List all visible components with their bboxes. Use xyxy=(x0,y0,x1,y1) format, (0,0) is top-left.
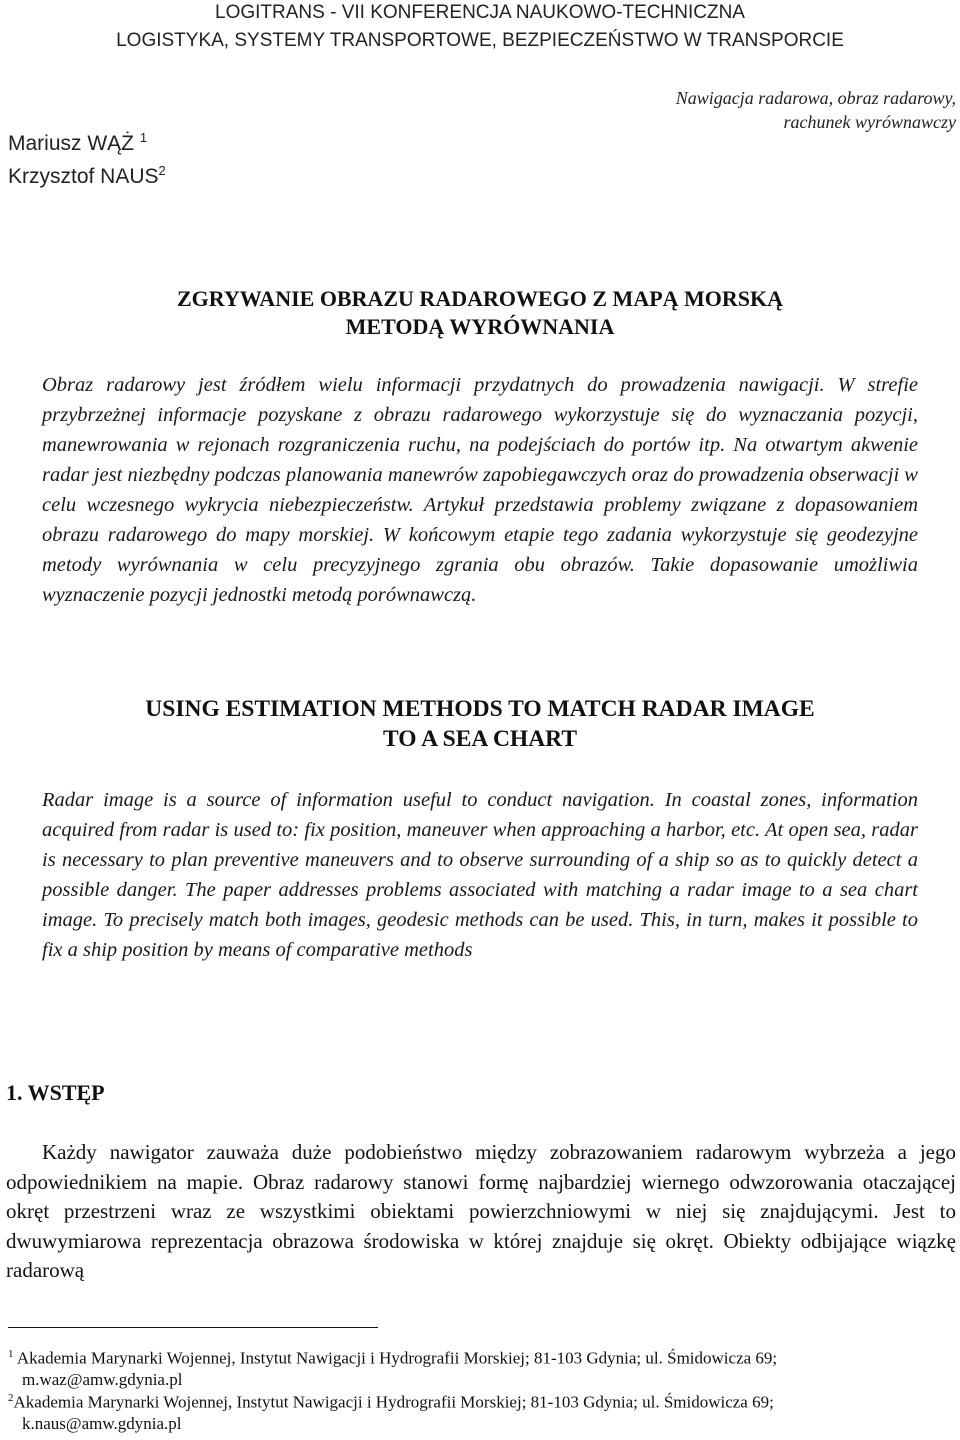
footnote-1-text: Akademia Marynarki Wojennej, Instytut Nawigacji i Hydrografii Morskiej; 81-103 Gdynia; ul. Śmidowicza 69; xyxy=(16,1348,778,1368)
author-1-footnote-mark: 1 xyxy=(139,130,148,145)
footnote-2-text: Akademia Marynarki Wojennej, Instytut Nawigacji i Hydrografii Morskiej; 81-103 Gdynia; ul. Śmidowicza 69; xyxy=(13,1392,774,1412)
footnote-1 xyxy=(8,1344,948,1391)
keywords-line-2: rachunek wyrównawczy xyxy=(783,112,956,132)
conference-title: LOGITRANS - VII KONFERENCJA NAUKOWO-TECHNICZNA xyxy=(215,2,745,23)
english-title-line-2: TO A SEA CHART xyxy=(383,726,577,752)
author-1 xyxy=(8,130,147,156)
footnote-2 xyxy=(8,1388,948,1435)
english-abstract: Radar image is a source of information useful to conduct navigation. In coastal zones, information acquired from radar is used to: fix position, maneuver when approaching a harbor, etc. At open sea, radar is necessary to plan preventive maneuvers and to observe surrounding of a ship so as to quickly detect a possible danger. The paper addresses problems associated with matching a radar image to a sea chart image. To precisely match both images, geodesic methods can be used. This, in turn, makes it possible to fix a ship position by means of comparative methods xyxy=(42,789,918,961)
keywords-line-1: Nawigacja radarowa, obraz radarowy, xyxy=(675,88,956,108)
footnote-divider xyxy=(8,1327,378,1328)
english-title-line-1: USING ESTIMATION METHODS TO MATCH RADAR IMAGE xyxy=(145,696,815,722)
footnote-2-email: k.naus@amw.gdynia.pl xyxy=(22,1414,182,1434)
footnote-2-mark: 2 xyxy=(8,1392,14,1404)
author-2-name: Krzysztof NAUS xyxy=(8,165,159,188)
polish-abstract: Obraz radarowy jest źródłem wielu informacji przydatnych do prowadzenia nawigacji. W strefie przybrzeżnej informacje pozyskane z obrazu radarowego wykorzystuje się do wyznaczania pozycji, manewrowania w rejonach rozgraniczenia ruchu, na podejściach do portów itp. Na otwartym akwenie radar jest niezbędny podczas planowania manewrów zapobiegawczych oraz do prowadzenia obserwacji w celu wczesnego wykrycia niebezpieczeństw. Artykuł przedstawia problemy związane z dopasowaniem obrazu radarowego do mapy morskiej. W końcowym etapie tego zadania wykorzystuje się geodezyjne metody wyrównania w celu precyzyjnego zgrania obu obrazów. Takie dopasowanie umożliwia wyznaczenie pozycji jednostki metodą porównawczą. xyxy=(42,374,918,606)
author-2-footnote-mark: 2 xyxy=(158,163,166,178)
polish-title-line-2: METODĄ WYRÓWNANIA xyxy=(345,314,615,339)
footnote-1-email: m.waz@amw.gdynia.pl xyxy=(22,1370,183,1390)
footnote-1-mark: 1 xyxy=(8,1348,14,1360)
author-1-name: Mariusz WĄŻ xyxy=(8,132,134,155)
section-body: Każdy nawigator zauważa duże podobieństwo między zobrazowaniem radarowym wybrzeża a jego odpowiednikiem na mapie. Obraz radarowy stanowi formę najbardziej wiernego odwzorowania otaczającej okręt przestrzeni wraz ze wszystkimi obiektami powierzchniowymi w niej się znajdującymi. Jest to dwuwymiarowa reprezentacja obrazowa środowiska w której znajduje się okręt. Obiekty odbijające wiązkę radarową xyxy=(6,1140,956,1282)
author-2 xyxy=(8,163,166,189)
conference-subtitle: LOGISTYKA, SYSTEMY TRANSPORTOWE, BEZPIECZEŃSTWO W TRANSPORCIE xyxy=(116,30,844,51)
polish-title-line-1: ZGRYWANIE OBRAZU RADAROWEGO Z MAPĄ MORSKĄ xyxy=(176,286,784,311)
section-heading: 1. WSTĘP xyxy=(6,1080,105,1105)
